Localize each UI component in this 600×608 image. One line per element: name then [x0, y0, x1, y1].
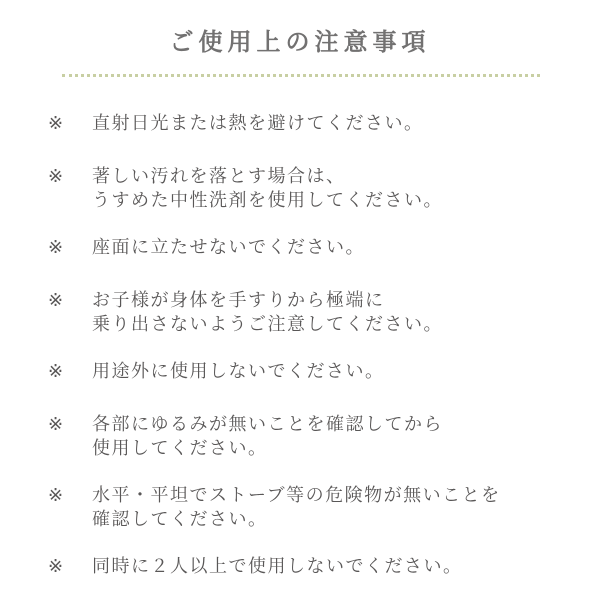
reference-mark-icon: ※ [48, 237, 65, 258]
notice-text [92, 413, 572, 461]
notice-line: 著しい汚れを落とす場合は、 [92, 166, 346, 187]
notice-text [92, 236, 572, 260]
reference-mark-icon: ※ [48, 361, 65, 382]
notice-list [0, 112, 600, 608]
notice-line: 使用してください。 [92, 438, 268, 459]
notice-line: 水平・平坦でストーブ等の危険物が無いことを [92, 485, 501, 506]
reference-mark-icon: ※ [48, 113, 65, 134]
reference-mark-icon: ※ [48, 556, 65, 577]
notice-item [0, 360, 600, 384]
reference-mark-icon: ※ [48, 485, 65, 506]
notice-text [92, 289, 572, 337]
notice-line: 同時に２人以上で使用しないでください。 [92, 556, 463, 577]
notice-text [92, 360, 572, 384]
notice-item [0, 112, 600, 136]
page-title: ご使用上の注意事項 [169, 28, 431, 56]
notice-line: お子様が身体を手すりから極端に [92, 290, 385, 311]
notice-text [92, 555, 572, 579]
notice-item [0, 236, 600, 260]
notice-line: 直射日光または熱を避けてください。 [92, 113, 424, 134]
dotted-divider [62, 74, 540, 77]
reference-mark-icon: ※ [48, 166, 65, 187]
notice-item [0, 484, 600, 532]
notice-line: うすめた中性洗剤を使用してください。 [92, 190, 443, 211]
notice-item [0, 555, 600, 579]
notice-text [92, 112, 572, 136]
notice-line: 座面に立たせないでください。 [92, 237, 365, 258]
notice-item [0, 165, 600, 213]
notice-line: 各部にゆるみが無いことを確認してから [92, 414, 443, 435]
notice-item [0, 289, 600, 337]
notice-line: 乗り出さないようご注意してください。 [92, 314, 443, 335]
notice-line: 用途外に使用しないでください。 [92, 361, 385, 382]
reference-mark-icon: ※ [48, 290, 65, 311]
notice-text [92, 484, 572, 532]
reference-mark-icon: ※ [48, 414, 65, 435]
notice-item [0, 413, 600, 461]
notice-line: 確認してください。 [92, 509, 268, 530]
notice-text [92, 165, 572, 213]
